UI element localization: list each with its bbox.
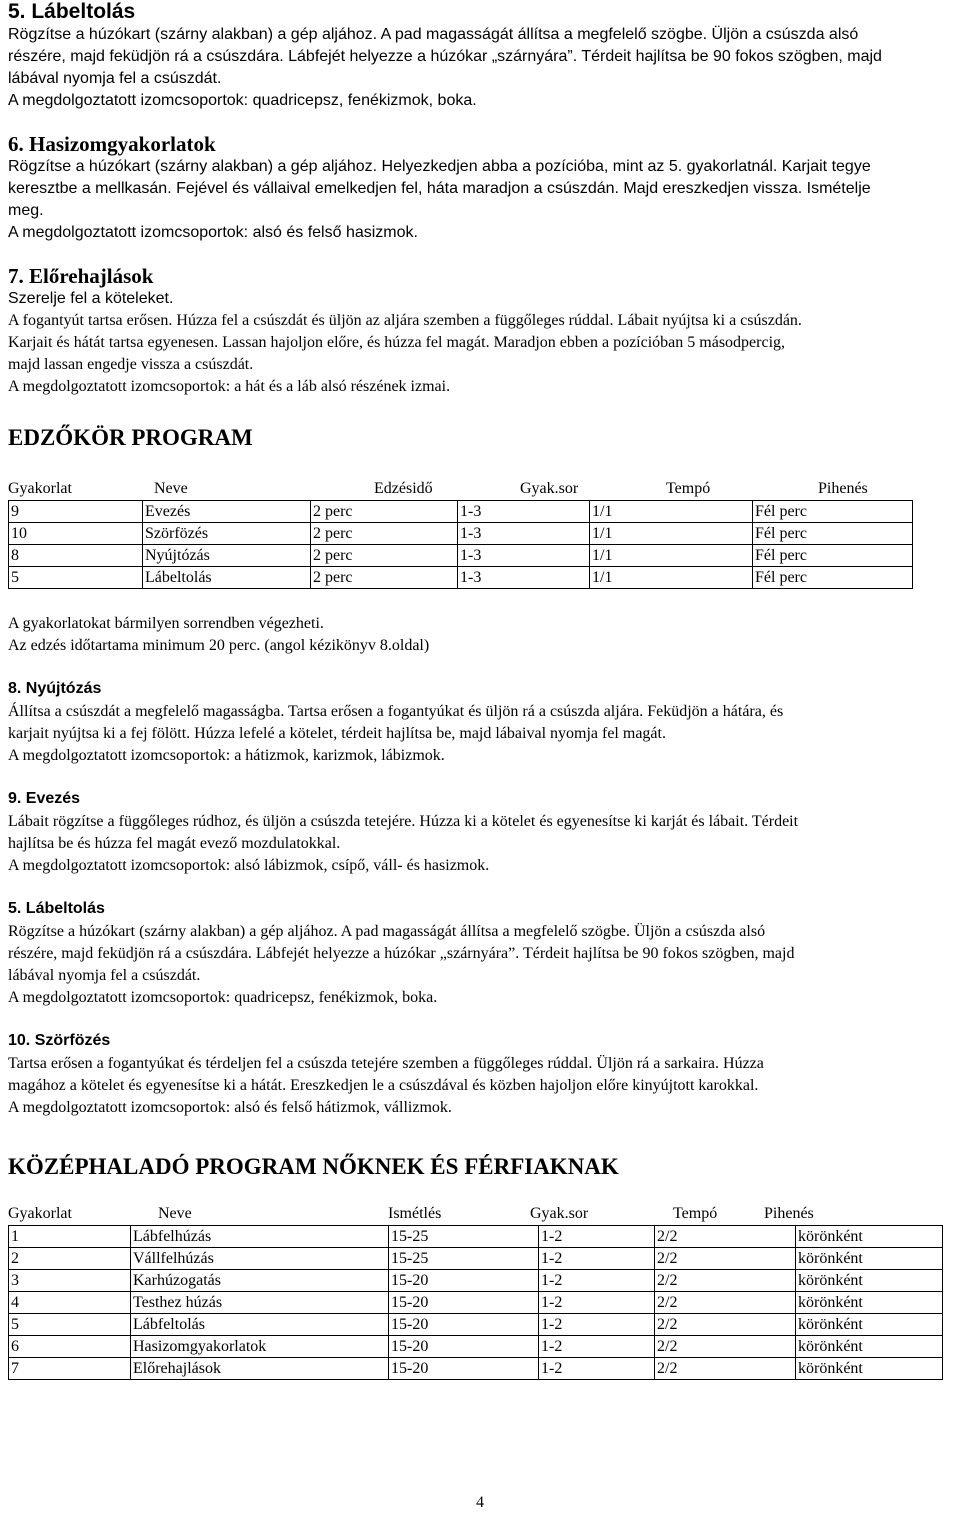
table-cell: Előrehajlások <box>131 1358 389 1380</box>
table-cell: Lábfelhúzás <box>131 1226 389 1248</box>
paragraph-line: részére, majd feküdjön rá a csúszdára. Lábfejét helyezze a húzókar „szárnyára”. Térdeit hajlítsa be 90 fokos szögben, majd <box>8 945 795 962</box>
paragraph-line: majd lassan engedje vissza a csúszdát. <box>8 356 254 373</box>
note-line: A gyakorlatokat bármilyen sorrendben végezheti. <box>8 615 324 632</box>
table-cell: 2 perc <box>311 567 458 589</box>
table-cell: 1 <box>9 1226 131 1248</box>
column-header: Gyak.sor <box>530 1205 589 1222</box>
table-cell: Lábfeltolás <box>131 1314 389 1336</box>
table-cell: 1/1 <box>590 567 753 589</box>
table-cell: 15-20 <box>389 1314 539 1336</box>
muscle-groups-line: A megdolgoztatott izomcsoportok: quadricepsz, fenékizmok, boka. <box>8 92 477 109</box>
column-header: Tempó <box>666 480 711 497</box>
paragraph-line: Állítsa a csúszdát a megfelelő magasságba. Tartsa erősen a fogantyúkat és üljön rá a csúszda aljára. Feküdjön a hátára, és <box>8 703 784 720</box>
column-header: Pihenés <box>818 480 868 497</box>
table-cell: 2 perc <box>311 523 458 545</box>
section-lábeltolás-bottom <box>8 897 948 1009</box>
table-cell: 8 <box>9 545 143 567</box>
paragraph-line: Karjait és hátát tartsa egyenesen. Lassan hajoljon előre, és húzza fel magát. Maradjon ebben a pozícióban 5 másodpercig, <box>8 334 786 351</box>
table-cell: 1-3 <box>458 545 590 567</box>
muscle-groups-line: A megdolgoztatott izomcsoportok: alsó és felső hasizmok. <box>8 224 418 241</box>
table-cell: 15-20 <box>389 1358 539 1380</box>
paragraph-line: hajlítsa be és húzza fel magát evező mozdulatokkal. <box>8 835 341 852</box>
table-cell: 15-20 <box>389 1292 539 1314</box>
table-cell: Evezés <box>143 501 311 523</box>
paragraph-line: részére, majd feküdjön rá a csúszdára. Lábfejét helyezze a húzókar „szárnyára”. Térdeit hajlítsa be 90 fokos szögben, majd <box>8 48 882 65</box>
table-cell: 1-2 <box>539 1248 655 1270</box>
table-cell: 15-20 <box>389 1336 539 1358</box>
table-cell: 15-25 <box>389 1248 539 1270</box>
table-cell: körönként <box>796 1336 943 1358</box>
table-cell: 1-2 <box>539 1292 655 1314</box>
section-szörfözés <box>8 1029 948 1119</box>
muscle-groups-line: A megdolgoztatott izomcsoportok: alsó és felső hátizmok, vállizmok. <box>8 1099 452 1116</box>
table-row <box>9 545 913 567</box>
table-cell: körönként <box>796 1292 943 1314</box>
paragraph-line: Szerelje fel a köteleket. <box>8 290 174 307</box>
paragraph-line: magához a kötelet és egyenesítse ki a hátát. Ereszkedjen le a csúszdával és közben hajoljon előre kinyújtott karokkal. <box>8 1077 759 1094</box>
table-cell: körönként <box>796 1226 943 1248</box>
column-header: Gyakorlat <box>8 480 72 497</box>
document-page <box>8 0 948 1380</box>
table-cell: 3 <box>9 1270 131 1292</box>
table-cell: 2/2 <box>655 1270 796 1292</box>
table-cell: 6 <box>9 1336 131 1358</box>
table-cell: 1-3 <box>458 567 590 589</box>
column-header: Tempó <box>673 1205 718 1222</box>
table-row <box>9 567 913 589</box>
table-cell: Vállfelhúzás <box>131 1248 389 1270</box>
section-title: 6. Hasizomgyakorlatok <box>8 132 216 156</box>
table-cell: 5 <box>9 1314 131 1336</box>
table-cell: 2 perc <box>311 501 458 523</box>
column-header: Edzésidő <box>374 480 433 497</box>
section-title: 5. Lábeltolás <box>8 900 105 917</box>
column-header: Gyakorlat <box>8 1205 72 1222</box>
muscle-groups-line: A megdolgoztatott izomcsoportok: alsó lábizmok, csípő, váll- és hasizmok. <box>8 857 490 874</box>
section-title: 7. Előrehajlások <box>8 264 154 288</box>
paragraph-line: meg. <box>8 202 44 219</box>
table-cell: 15-20 <box>389 1270 539 1292</box>
table-cell: Hasizomgyakorlatok <box>131 1336 389 1358</box>
table-cell: 5 <box>9 567 143 589</box>
page-number: 4 <box>476 1494 484 1511</box>
section-title: 9. Evezés <box>8 790 81 807</box>
table-row <box>9 1226 943 1248</box>
table-cell: 1-3 <box>458 523 590 545</box>
paragraph-line: Rögzítse a húzókart (szárny alakban) a gép aljához. A pad magasságát állítsa a megfelelő szögbe. Üljön a csúszda alsó <box>8 26 859 43</box>
table-cell: Fél perc <box>753 545 913 567</box>
table-cell: 1-2 <box>539 1314 655 1336</box>
table-cell: 1-3 <box>458 501 590 523</box>
table-cell: 2/2 <box>655 1248 796 1270</box>
table-cell: 2/2 <box>655 1314 796 1336</box>
circuit-table <box>8 500 913 589</box>
circuit-program <box>8 424 948 657</box>
table-cell: Fél perc <box>753 501 913 523</box>
table-row <box>9 1248 943 1270</box>
section-lábeltolás-top <box>8 0 948 112</box>
table-cell: körönként <box>796 1248 943 1270</box>
table-cell: Fél perc <box>753 523 913 545</box>
section-hasizomgyakorlatok <box>8 132 948 244</box>
table-cell: 2/2 <box>655 1292 796 1314</box>
paragraph-line: Tartsa erősen a fogantyúkat és térdeljen fel a csúszda tetejére szemben a függőleges rúddal. Üljön rá a sarkaira. Húzza <box>8 1055 764 1072</box>
table-cell: 1/1 <box>590 523 753 545</box>
table-row <box>9 501 913 523</box>
table-cell: 1-2 <box>539 1358 655 1380</box>
table-cell: Testhez húzás <box>131 1292 389 1314</box>
table-cell: 1/1 <box>590 501 753 523</box>
column-header: Neve <box>154 480 188 497</box>
muscle-groups-line: A megdolgoztatott izomcsoportok: a hát és a láb alsó részének izmai. <box>8 378 451 395</box>
section-nyújtózás <box>8 677 948 767</box>
table-row <box>9 1292 943 1314</box>
table-row <box>9 1270 943 1292</box>
column-header: Gyak.sor <box>520 480 579 497</box>
table-cell: 7 <box>9 1358 131 1380</box>
program-title: EDZŐKÖR PROGRAM <box>8 425 253 450</box>
table-cell: 9 <box>9 501 143 523</box>
paragraph-line: Lábait rögzítse a függőleges rúdhoz, és üljön a csúszda tetejére. Húzza ki a kötelet és egyenesítse ki karját és lábait. Térdeit <box>8 813 799 830</box>
column-header: Ismétlés <box>388 1205 442 1222</box>
paragraph-line: lábával nyomja fel a csúszdát. <box>8 967 201 984</box>
table-cell: 1/1 <box>590 545 753 567</box>
paragraph-line: keresztbe a mellkasán. Fejével és vállaival emelkedjen fel, háta maradjon a csúszdán. Majd ereszkedjen vissza. Ismételje <box>8 180 871 197</box>
table-cell: 10 <box>9 523 143 545</box>
table-row <box>9 1358 943 1380</box>
section-title: 8. Nyújtózás <box>8 680 102 697</box>
note-line: Az edzés időtartama minimum 20 perc. (angol kézikönyv 8.oldal) <box>8 637 430 654</box>
paragraph-line: lábával nyomja fel a csúszdát. <box>8 70 222 87</box>
table-cell: 2/2 <box>655 1358 796 1380</box>
table-cell: 4 <box>9 1292 131 1314</box>
table-cell: Karhúzogatás <box>131 1270 389 1292</box>
table-cell: 15-25 <box>389 1226 539 1248</box>
column-header: Neve <box>158 1205 192 1222</box>
section-title: 10. Szörfözés <box>8 1032 111 1049</box>
table-cell: 1-2 <box>539 1226 655 1248</box>
table-header <box>8 1203 948 1225</box>
table-cell: körönként <box>796 1270 943 1292</box>
table-cell: Fél perc <box>753 567 913 589</box>
table-cell: körönként <box>796 1314 943 1336</box>
table-cell: 2 perc <box>311 545 458 567</box>
table-cell: 1-2 <box>539 1270 655 1292</box>
table-cell: Lábeltolás <box>143 567 311 589</box>
table-cell: 2/2 <box>655 1336 796 1358</box>
table-cell: 1-2 <box>539 1336 655 1358</box>
table-row <box>9 523 913 545</box>
table-cell: 2 <box>9 1248 131 1270</box>
section-evezés <box>8 787 948 877</box>
table-row <box>9 1336 943 1358</box>
table-cell: 2/2 <box>655 1226 796 1248</box>
table-header <box>8 478 948 500</box>
section-title: 5. Lábeltolás <box>8 0 136 23</box>
paragraph-line: A fogantyút tartsa erősen. Húzza fel a csúszdát és üljön az aljára szemben a függőleges rúddal. Lábait nyújtsa ki a csúszdán. <box>8 312 802 329</box>
table-cell: Szörfözés <box>143 523 311 545</box>
muscle-groups-line: A megdolgoztatott izomcsoportok: a hátizmok, karizmok, lábizmok. <box>8 747 445 764</box>
intermediate-table <box>8 1225 943 1380</box>
table-cell: Nyújtózás <box>143 545 311 567</box>
table-cell: körönként <box>796 1358 943 1380</box>
column-header: Pihenés <box>764 1205 814 1222</box>
program-title: KÖZÉPHALADÓ PROGRAM NŐKNEK ÉS FÉRFIAKNAK <box>8 1154 619 1179</box>
table-row <box>9 1314 943 1336</box>
muscle-groups-line: A megdolgoztatott izomcsoportok: quadricepsz, fenékizmok, boka. <box>8 989 438 1006</box>
paragraph-line: karjait nyújtsa ki a fej fölött. Húzza lefelé a kötelet, térdeit hajlítsa be, majd lábaival nyomja fel magát. <box>8 725 666 742</box>
paragraph-line: Rögzítse a húzókart (szárny alakban) a gép aljához. Helyezkedjen abba a pozícióba, mint az 5. gyakorlatnál. Karjait tegye <box>8 158 871 175</box>
paragraph-line: Rögzítse a húzókart (szárny alakban) a gép aljához. A pad magasságát állítsa a megfelelő szögbe. Üljön a csúszda alsó <box>8 923 766 940</box>
section-előrehajlások <box>8 264 948 398</box>
intermediate-program <box>8 1153 948 1380</box>
